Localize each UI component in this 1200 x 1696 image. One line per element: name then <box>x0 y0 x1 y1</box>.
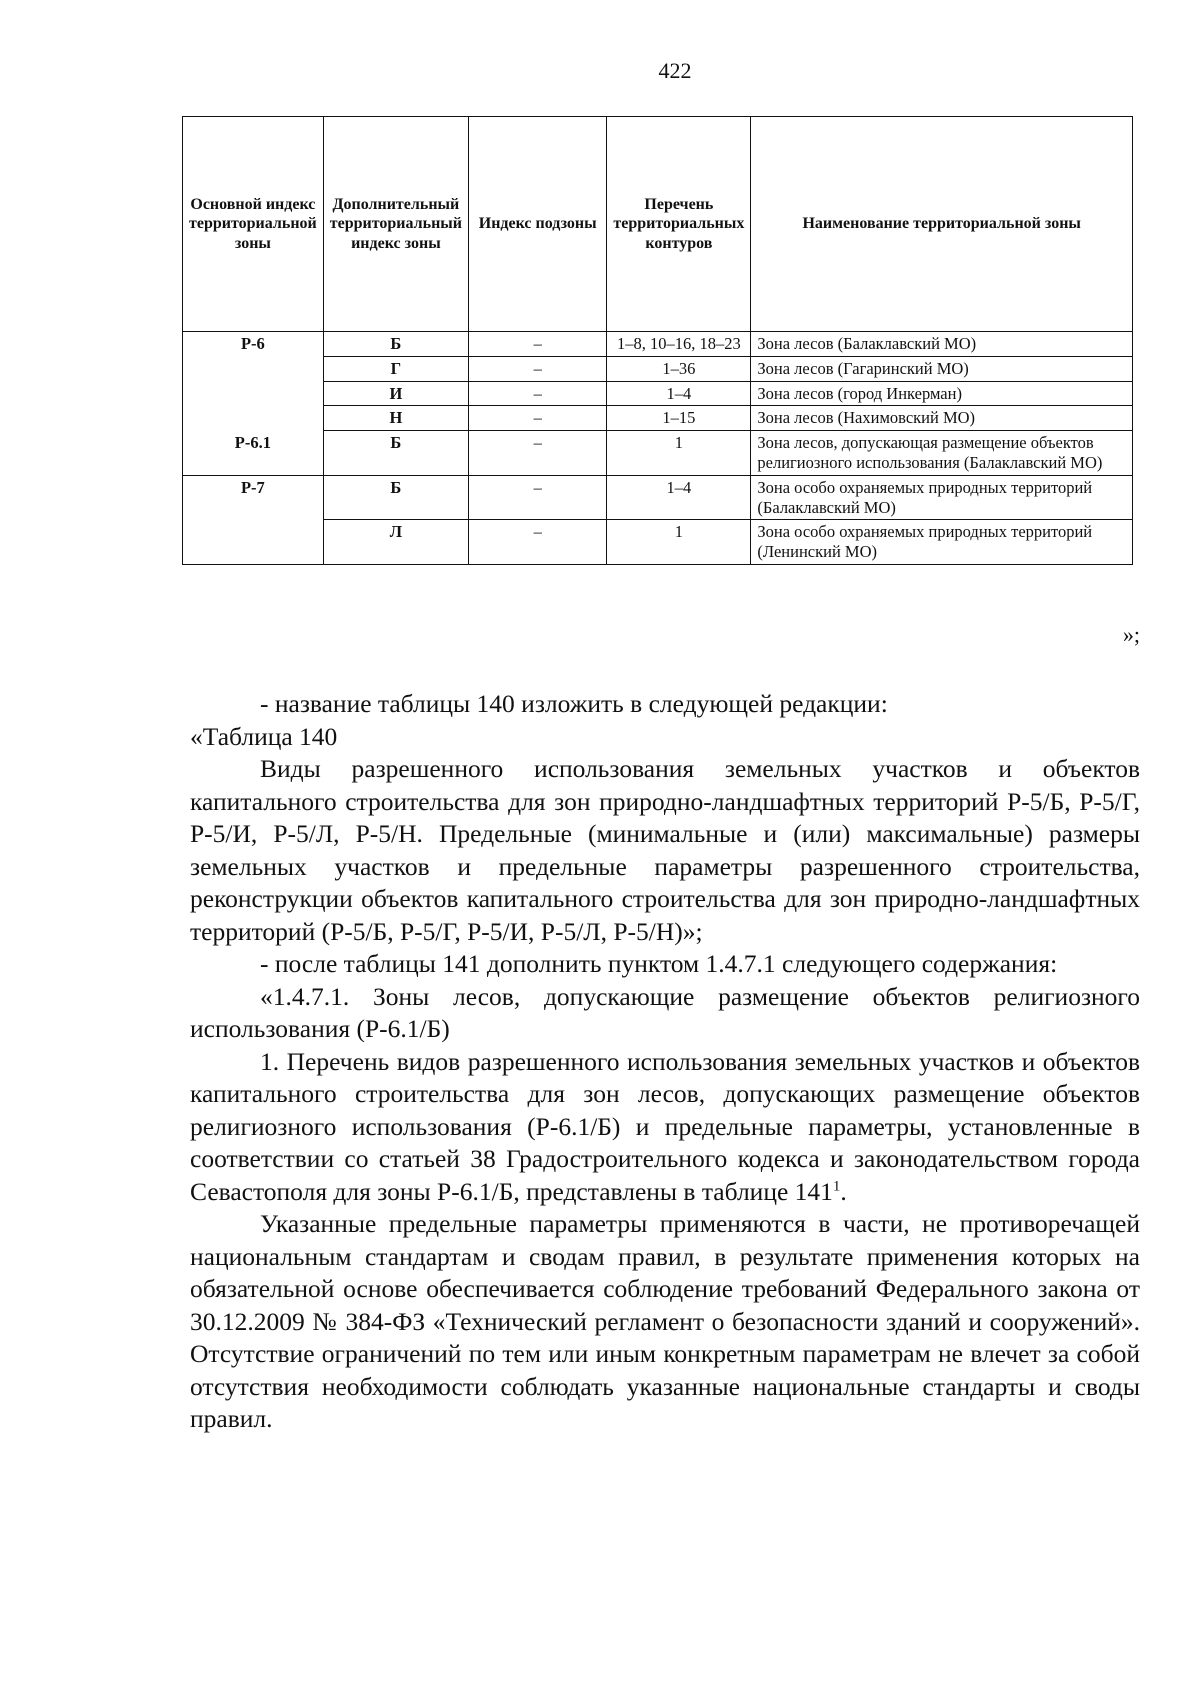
header-additional-index: Дополнительный территориальный индекс зоны <box>323 117 468 332</box>
cell-contours: 1–36 <box>607 356 751 381</box>
cell-additional-index: Л <box>323 520 468 565</box>
cell-additional-index: И <box>323 381 468 406</box>
table-header-row <box>183 117 1133 332</box>
cell-contours: 1 <box>607 520 751 565</box>
cell-additional-index: Б <box>323 332 468 357</box>
cell-subzone: – <box>469 406 607 431</box>
cell-contours: 1–15 <box>607 406 751 431</box>
header-main-index: Основной индекс территориальной зоны <box>183 117 324 332</box>
paragraph-table140-title: Виды разрешенного использования земельных участков и объектов капитального строительства для зон природно-ландшафтных территорий Р-5/Б, Р-5/Г, Р-5/И, Р-5/Л, Р-5/Н. Предельные (минимальные и (или) максимальные) размеры земельных участков и предельные параметры разрешенного строительства, реконструкции объектов капитального строительства для зон природно-ландшафтных территорий (Р-5/Б, Р-5/Г, Р-5/И, Р-5/Л, Р-5/Н)»; <box>190 754 1140 946</box>
cell-contours: 1–4 <box>607 475 751 520</box>
table-row <box>183 520 1133 565</box>
cell-additional-index: Н <box>323 406 468 431</box>
paragraph-limits: Указанные предельные параметры применяются в части, не противоречащей национальным стандартам и сводам правил, в результате применения которых на обязательной основе обеспечивается соблюдение требований Федерального закона от 30.12.2009 № 384-ФЗ «Технический регламент о безопасности зданий и сооружений». Отсутствие ограничений по тем или иным конкретным параметрам не влечет за собой отсутствия необходимости соблюдать указанные национальные стандарты и своды правил. <box>190 1209 1140 1433</box>
page-number: 422 <box>658 58 692 83</box>
table-row <box>183 356 1133 381</box>
paragraph-item-1-text: 1. Перечень видов разрешенного использования земельных участков и объектов капитального строительства для зон лесов, допускающих размещение объектов религиозного использования (Р-6.1/Б) и предельные параметры, установленные в соответствии со статьей 38 Градостроительного кодекса и законодательством города Севастополя для зоны Р-6.1/Б, представлены в таблице 141 <box>190 1046 1140 1206</box>
cell-contours: 1–4 <box>607 381 751 406</box>
zones-table <box>182 116 1133 565</box>
cell-main-index: Р-7 <box>183 475 324 520</box>
cell-subzone: – <box>469 475 607 520</box>
paragraph-item-1-end: . <box>840 1176 847 1206</box>
cell-main-index: Р-6.1 <box>183 431 324 476</box>
cell-zone-name: Зона особо охраняемых природных территорий (Балаклавский МО) <box>751 475 1133 520</box>
cell-zone-name: Зона лесов, допускающая размещение объектов религиозного использования (Балаклавский МО) <box>751 431 1133 476</box>
paragraph-table140-instruction: - название таблицы 140 изложить в следующей редакции: <box>260 689 888 718</box>
paragraph-item-1 <box>190 1046 1140 1209</box>
cell-main-index <box>183 356 324 381</box>
header-subzone-index: Индекс подзоны <box>469 117 607 332</box>
cell-subzone: – <box>469 520 607 565</box>
closing-quote: »; <box>1122 622 1140 647</box>
paragraph-table140-label: «Таблица 140 <box>190 721 338 751</box>
cell-zone-name: Зона лесов (Гагаринский МО) <box>751 356 1133 381</box>
cell-subzone: – <box>469 431 607 476</box>
header-contours: Перечень территориальных контуров <box>607 117 751 332</box>
cell-subzone: – <box>469 381 607 406</box>
cell-main-index <box>183 520 324 565</box>
cell-zone-name: Зона особо охраняемых природных территорий (Ленинский МО) <box>751 520 1133 565</box>
cell-main-index <box>183 381 324 406</box>
table-row <box>183 332 1133 357</box>
paragraph-section-heading: «1.4.7.1. Зоны лесов, допускающие размещение объектов религиозного использования (Р-6.1/Б) <box>190 981 1140 1043</box>
body-text <box>190 688 1140 1436</box>
table-row <box>183 431 1133 476</box>
cell-main-index <box>183 406 324 431</box>
cell-additional-index: Г <box>323 356 468 381</box>
cell-additional-index: Б <box>323 475 468 520</box>
table-row <box>183 406 1133 431</box>
cell-zone-name: Зона лесов (Балаклавский МО) <box>751 332 1133 357</box>
cell-subzone: – <box>469 332 607 357</box>
table-row <box>183 381 1133 406</box>
paragraph-table141-instruction: - после таблицы 141 дополнить пунктом 1.4.7.1 следующего содержания: <box>260 949 1058 978</box>
cell-contours: 1–8, 10–16, 18–23 <box>607 332 751 357</box>
cell-additional-index: Б <box>323 431 468 476</box>
cell-main-index: Р-6 <box>183 332 324 357</box>
table-row <box>183 475 1133 520</box>
cell-zone-name: Зона лесов (Нахимовский МО) <box>751 406 1133 431</box>
cell-contours: 1 <box>607 431 751 476</box>
cell-subzone: – <box>469 356 607 381</box>
cell-zone-name: Зона лесов (город Инкерман) <box>751 381 1133 406</box>
header-zone-name: Наименование территориальной зоны <box>751 117 1133 332</box>
footnote-marker: 1 <box>832 1178 841 1194</box>
